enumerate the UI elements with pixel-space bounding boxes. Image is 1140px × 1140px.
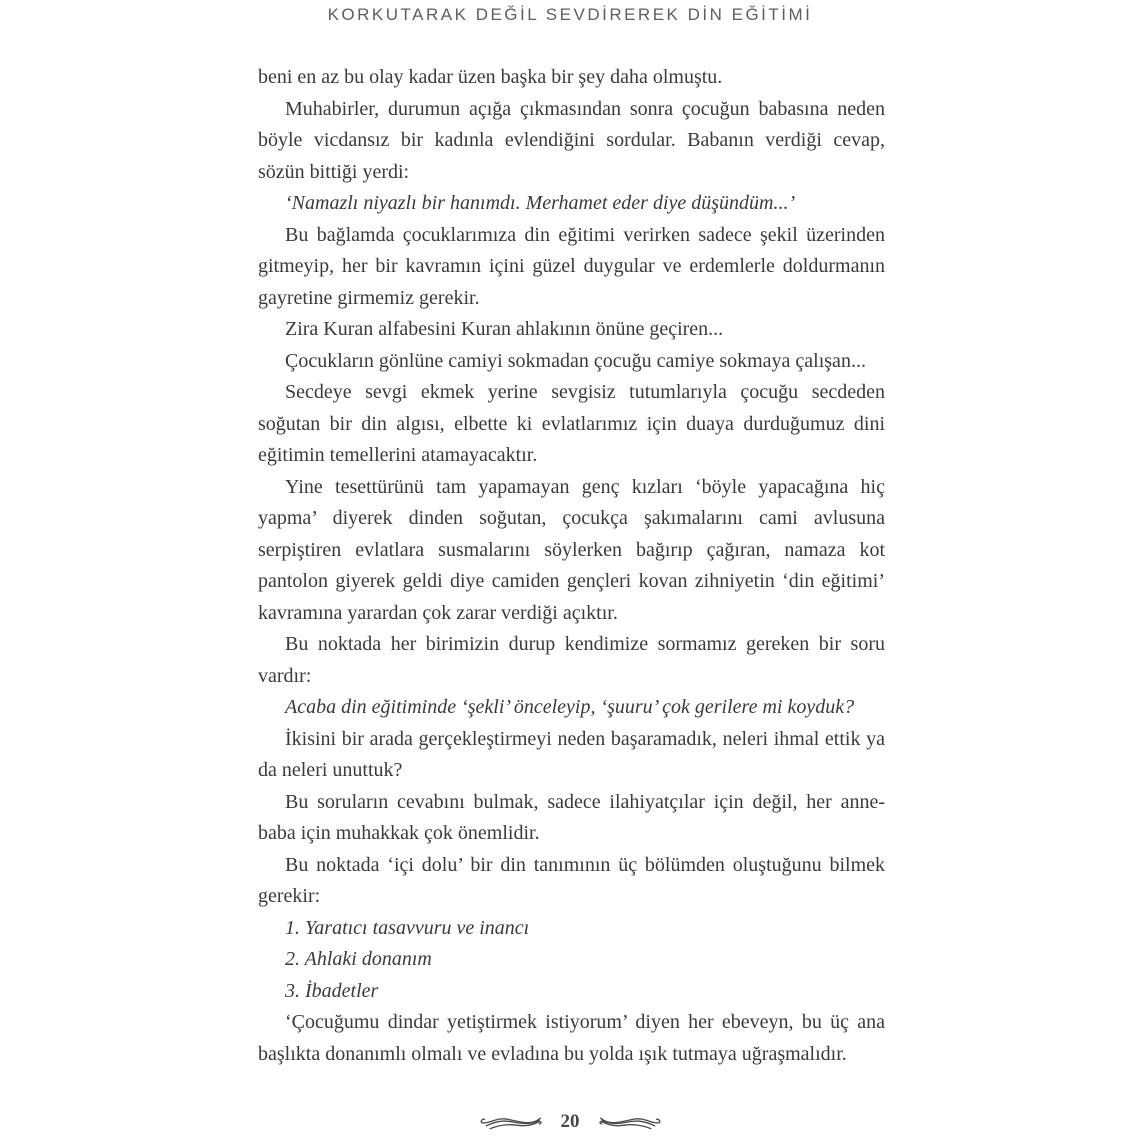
paragraph: 1. Yaratıcı tasavvuru ve inancı (285, 916, 530, 939)
paragraph: beni en az bu olay kadar üzen başka bir şey daha olmuştu. (258, 66, 723, 88)
paragraph: Bu noktada her birimizin durup kendimize sormamız gereken bir soru vardır: (258, 633, 885, 687)
paragraph: Muhabirler, durumun açığa çıkmasından sonra çocuğun babasına neden böyle vicdansız bir kadınla evlendiğini sordular. Babanın verdiği cevap, sözün bittiği yerdi: (258, 97, 885, 183)
paragraph: ‘Çocuğumu dindar yetiştirmek istiyorum’ diyen her ebeveyn, bu üç ana başlıkta donanımlı olmalı ve evladına bu yolda ışık tutmaya uğraşmalıdır. (258, 1011, 885, 1065)
paragraph: 2. Ahlaki donanım (285, 948, 432, 970)
paragraph: Yine tesettürünü tam yapamayan genç kızları ‘böyle yapacağına hiç yapma’ diyerek dinden soğutan, çocukça şakımalarını cami avlusuna serpiştiren evlatlara susmalarını söylerken bağırıp çağıran, namaza kot pantolon giyerek geldi diye camiden gençleri kovan zihniyetin ‘din eğitimi’ kavramına yarardan çok zarar verdiği açıktır. (258, 475, 885, 624)
page-number: 20 (560, 1111, 580, 1132)
paragraph: ‘Namazlı niyazlı bir hanımdı. Merhamet eder diye düşündüm...’ (285, 192, 796, 214)
flourish-left-icon (477, 1110, 545, 1134)
paragraph: İkisini bir arada gerçekleştirmeyi neden başaramadık, neleri ihmal ettik ya da neleri unuttuk? (258, 727, 885, 781)
paragraph: Acaba din eğitiminde ‘şekli’ önceleyip, ‘şuuru’ çok gerilere mi koyduk? (285, 696, 855, 718)
paragraph: Zira Kuran alfabesini Kuran ahlakının önüne geçiren... (285, 318, 724, 340)
paragraph: 3. İbadetler (285, 979, 379, 1002)
paragraph: Bu soruların cevabını bulmak, sadece ilahiyatçılar için değil, her anne-baba için muhakkak çok önemlidir. (258, 790, 885, 844)
paragraph: Çocukların gönlüne camiyi sokmadan çocuğu camiye sokmaya çalışan... (285, 349, 866, 372)
body-text-block (258, 62, 885, 1070)
paragraph: Bu bağlamda çocuklarımıza din eğitimi verirken sadece şekil üzerinden gitmeyip, her bir kavramın içini güzel duygular ve erdemlerle doldurmanın gayretine girmemiz gerekir. (258, 223, 885, 309)
flourish-right-icon (596, 1110, 664, 1134)
running-header: KORKUTARAK DEĞİL SEVDİREREK DİN EĞİTİMİ (327, 5, 813, 24)
paragraph: Bu noktada ‘içi dolu’ bir din tanımının üç bölümden oluştuğunu bilmek gerekir: (258, 853, 885, 907)
page-footer (0, 1110, 1140, 1134)
paragraph: Secdeye sevgi ekmek yerine sevgisiz tutumlarıyla çocuğu secdeden soğutan bir din algısı, elbette ki evlatlarımız için duaya durduğumuz dini eğitimin temellerini atamayacaktır. (258, 381, 885, 466)
